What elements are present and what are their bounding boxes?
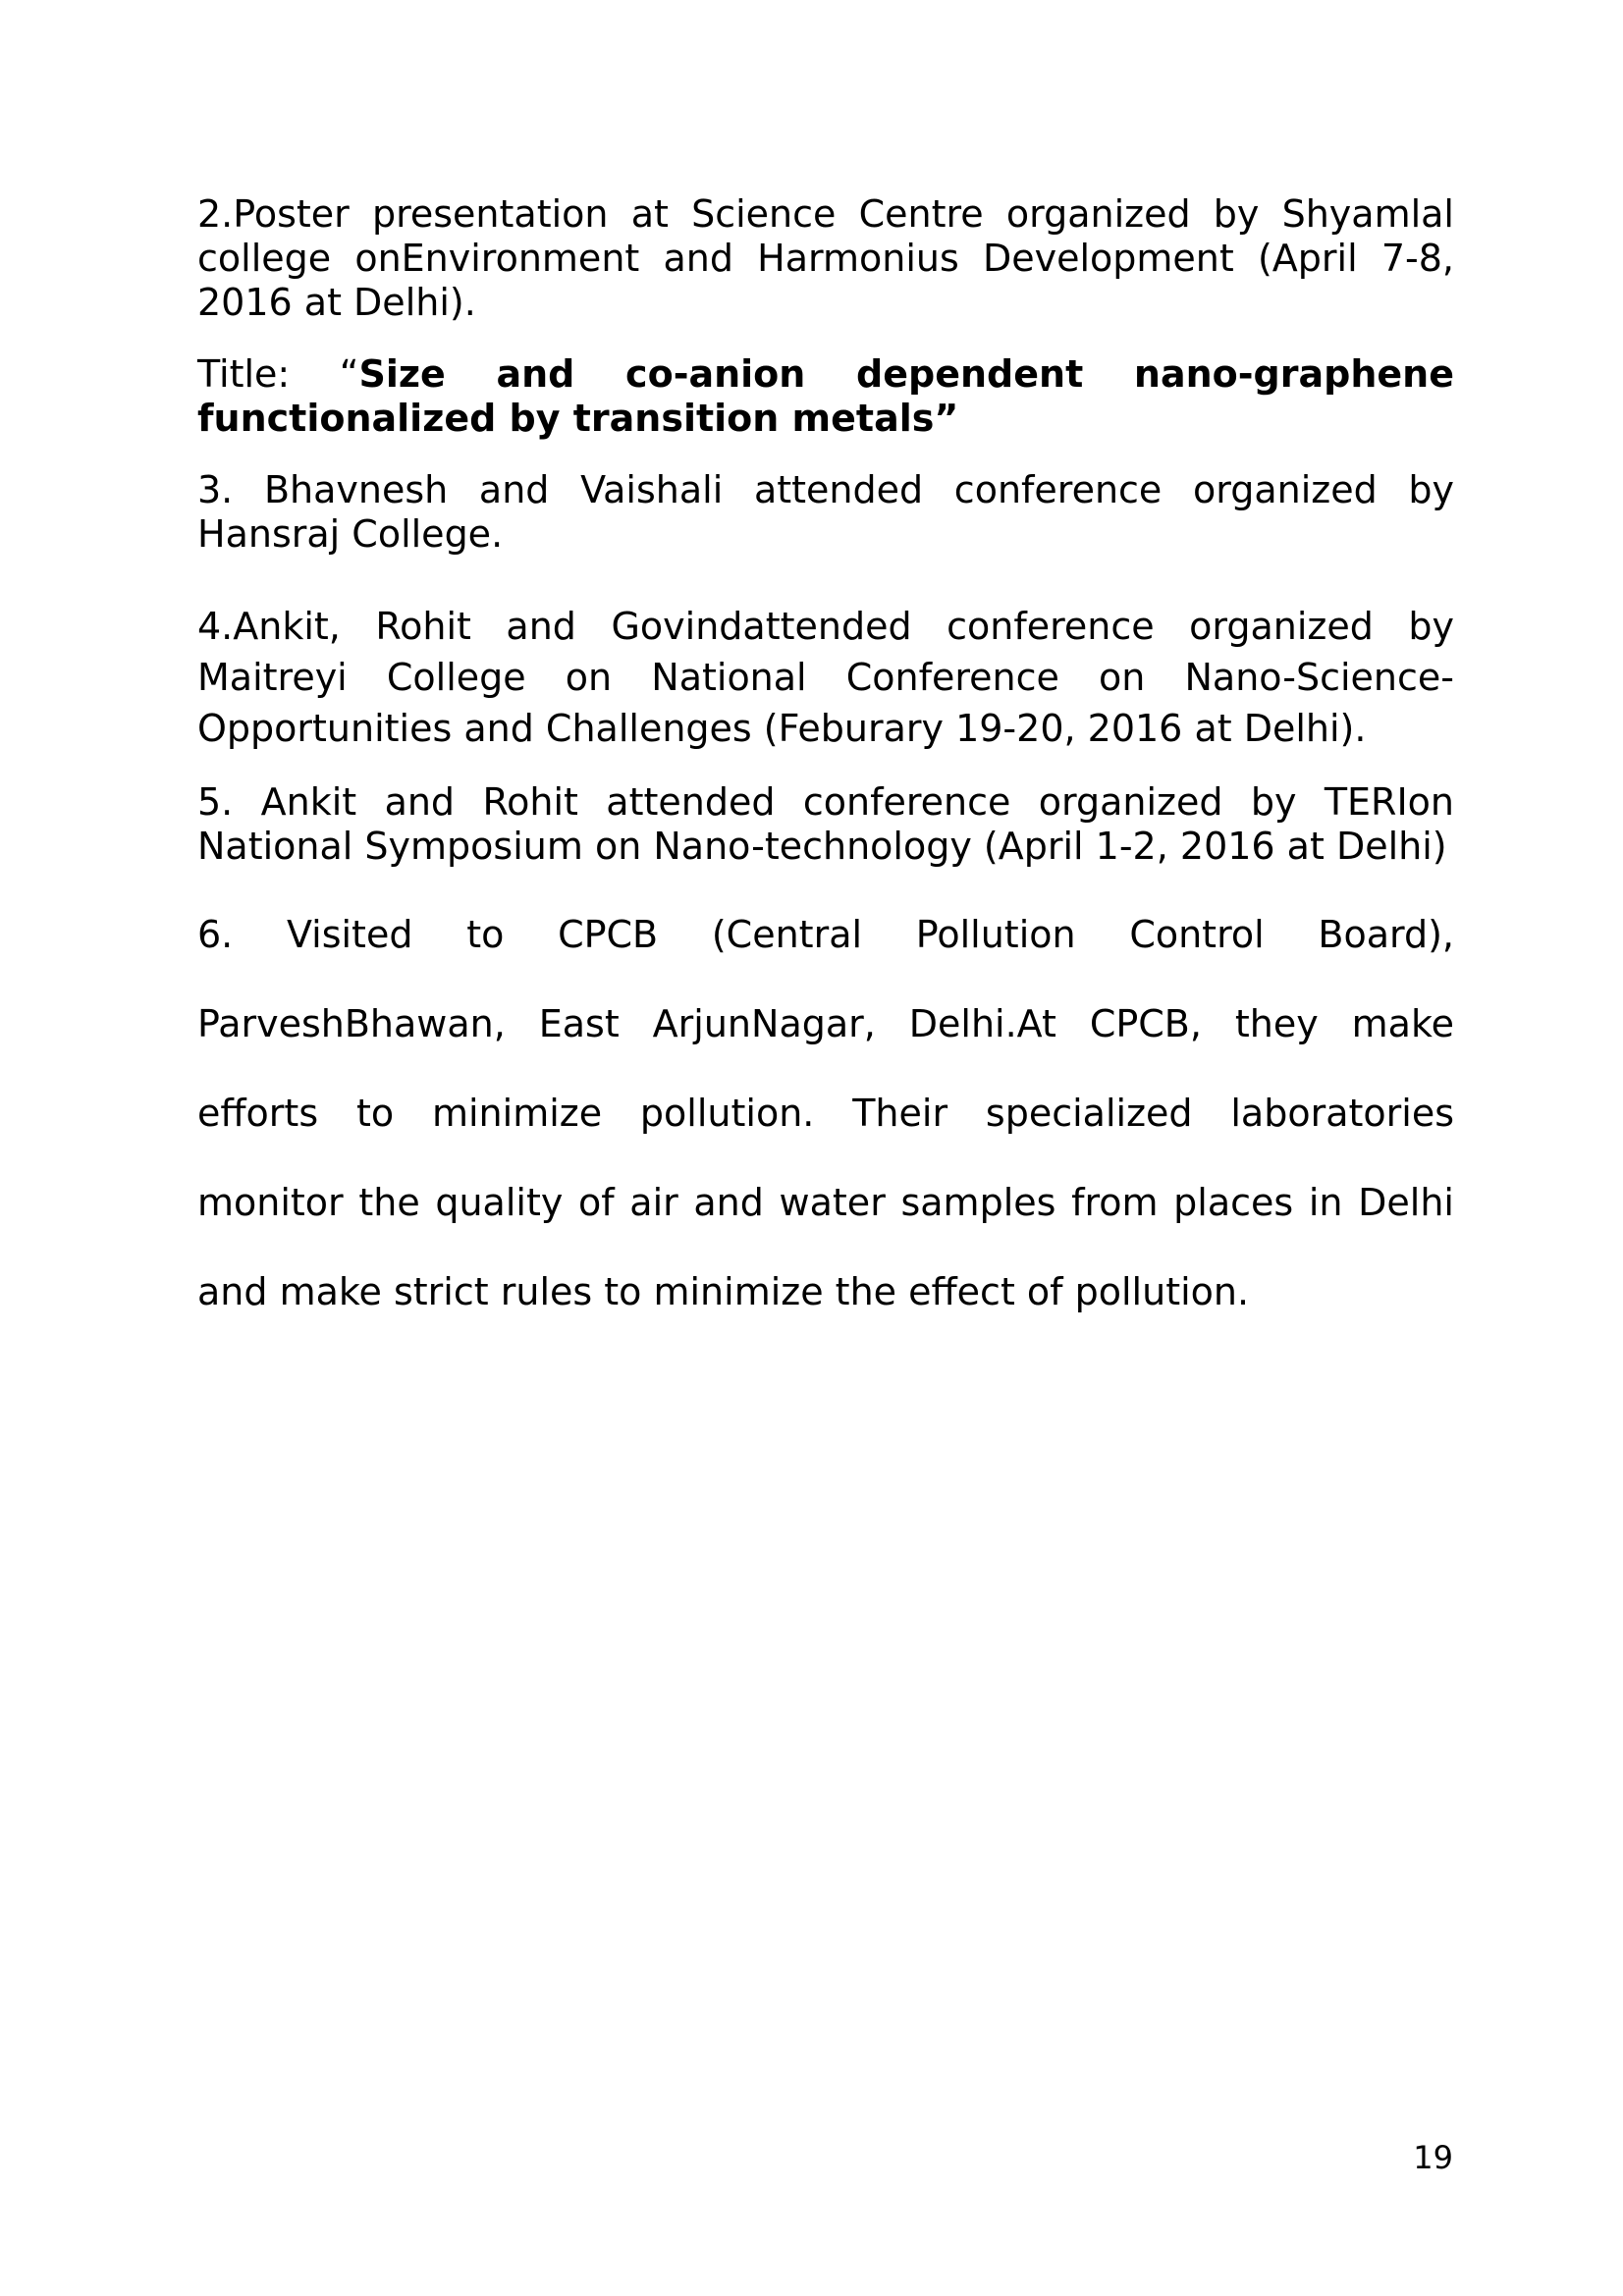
paragraph-poster-title — [197, 352, 1454, 441]
paragraph-teri-symposium: 5. Ankit and Rohit attended conference organized by TERIon National Symposium on Nano-technology (April 1-2, 2016 at Delhi) — [197, 780, 1454, 868]
page-number: 19 — [1413, 2139, 1453, 2176]
title-prefix: Title: “ — [197, 352, 359, 396]
paragraph-maitreyi-conference: 4.Ankit, Rohit and Govindattended conference organized by Maitreyi College on National Conference on Nano-Science-Opportunities and Challenges (Feburary 19-20, 2016 at Delhi). — [197, 605, 1454, 750]
paragraph-cpcb-visit: 6. Visited to CPCB (Central Pollution Control Board), ParveshBhawan, East ArjunNagar, Delhi.At CPCB, they make efforts to minimize pollution. Their specialized laboratories monitor the quality of air and water samples from places in Delhi and make strict rules to minimize the effect of pollution. — [197, 913, 1454, 1313]
paragraph-hansraj-conference: 3. Bhavnesh and Vaishali attended conference organized by Hansraj College. — [197, 468, 1454, 556]
poster-title-text: Size and co-anion dependent nano-graphene functionalized by transition metals” — [197, 352, 1454, 440]
paragraph-poster-presentation: 2.Poster presentation at Science Centre organized by Shyamlal college onEnvironment and Harmonius Development (April 7-8, 2016 at Delhi). — [197, 192, 1454, 324]
page-content — [197, 192, 1454, 1337]
